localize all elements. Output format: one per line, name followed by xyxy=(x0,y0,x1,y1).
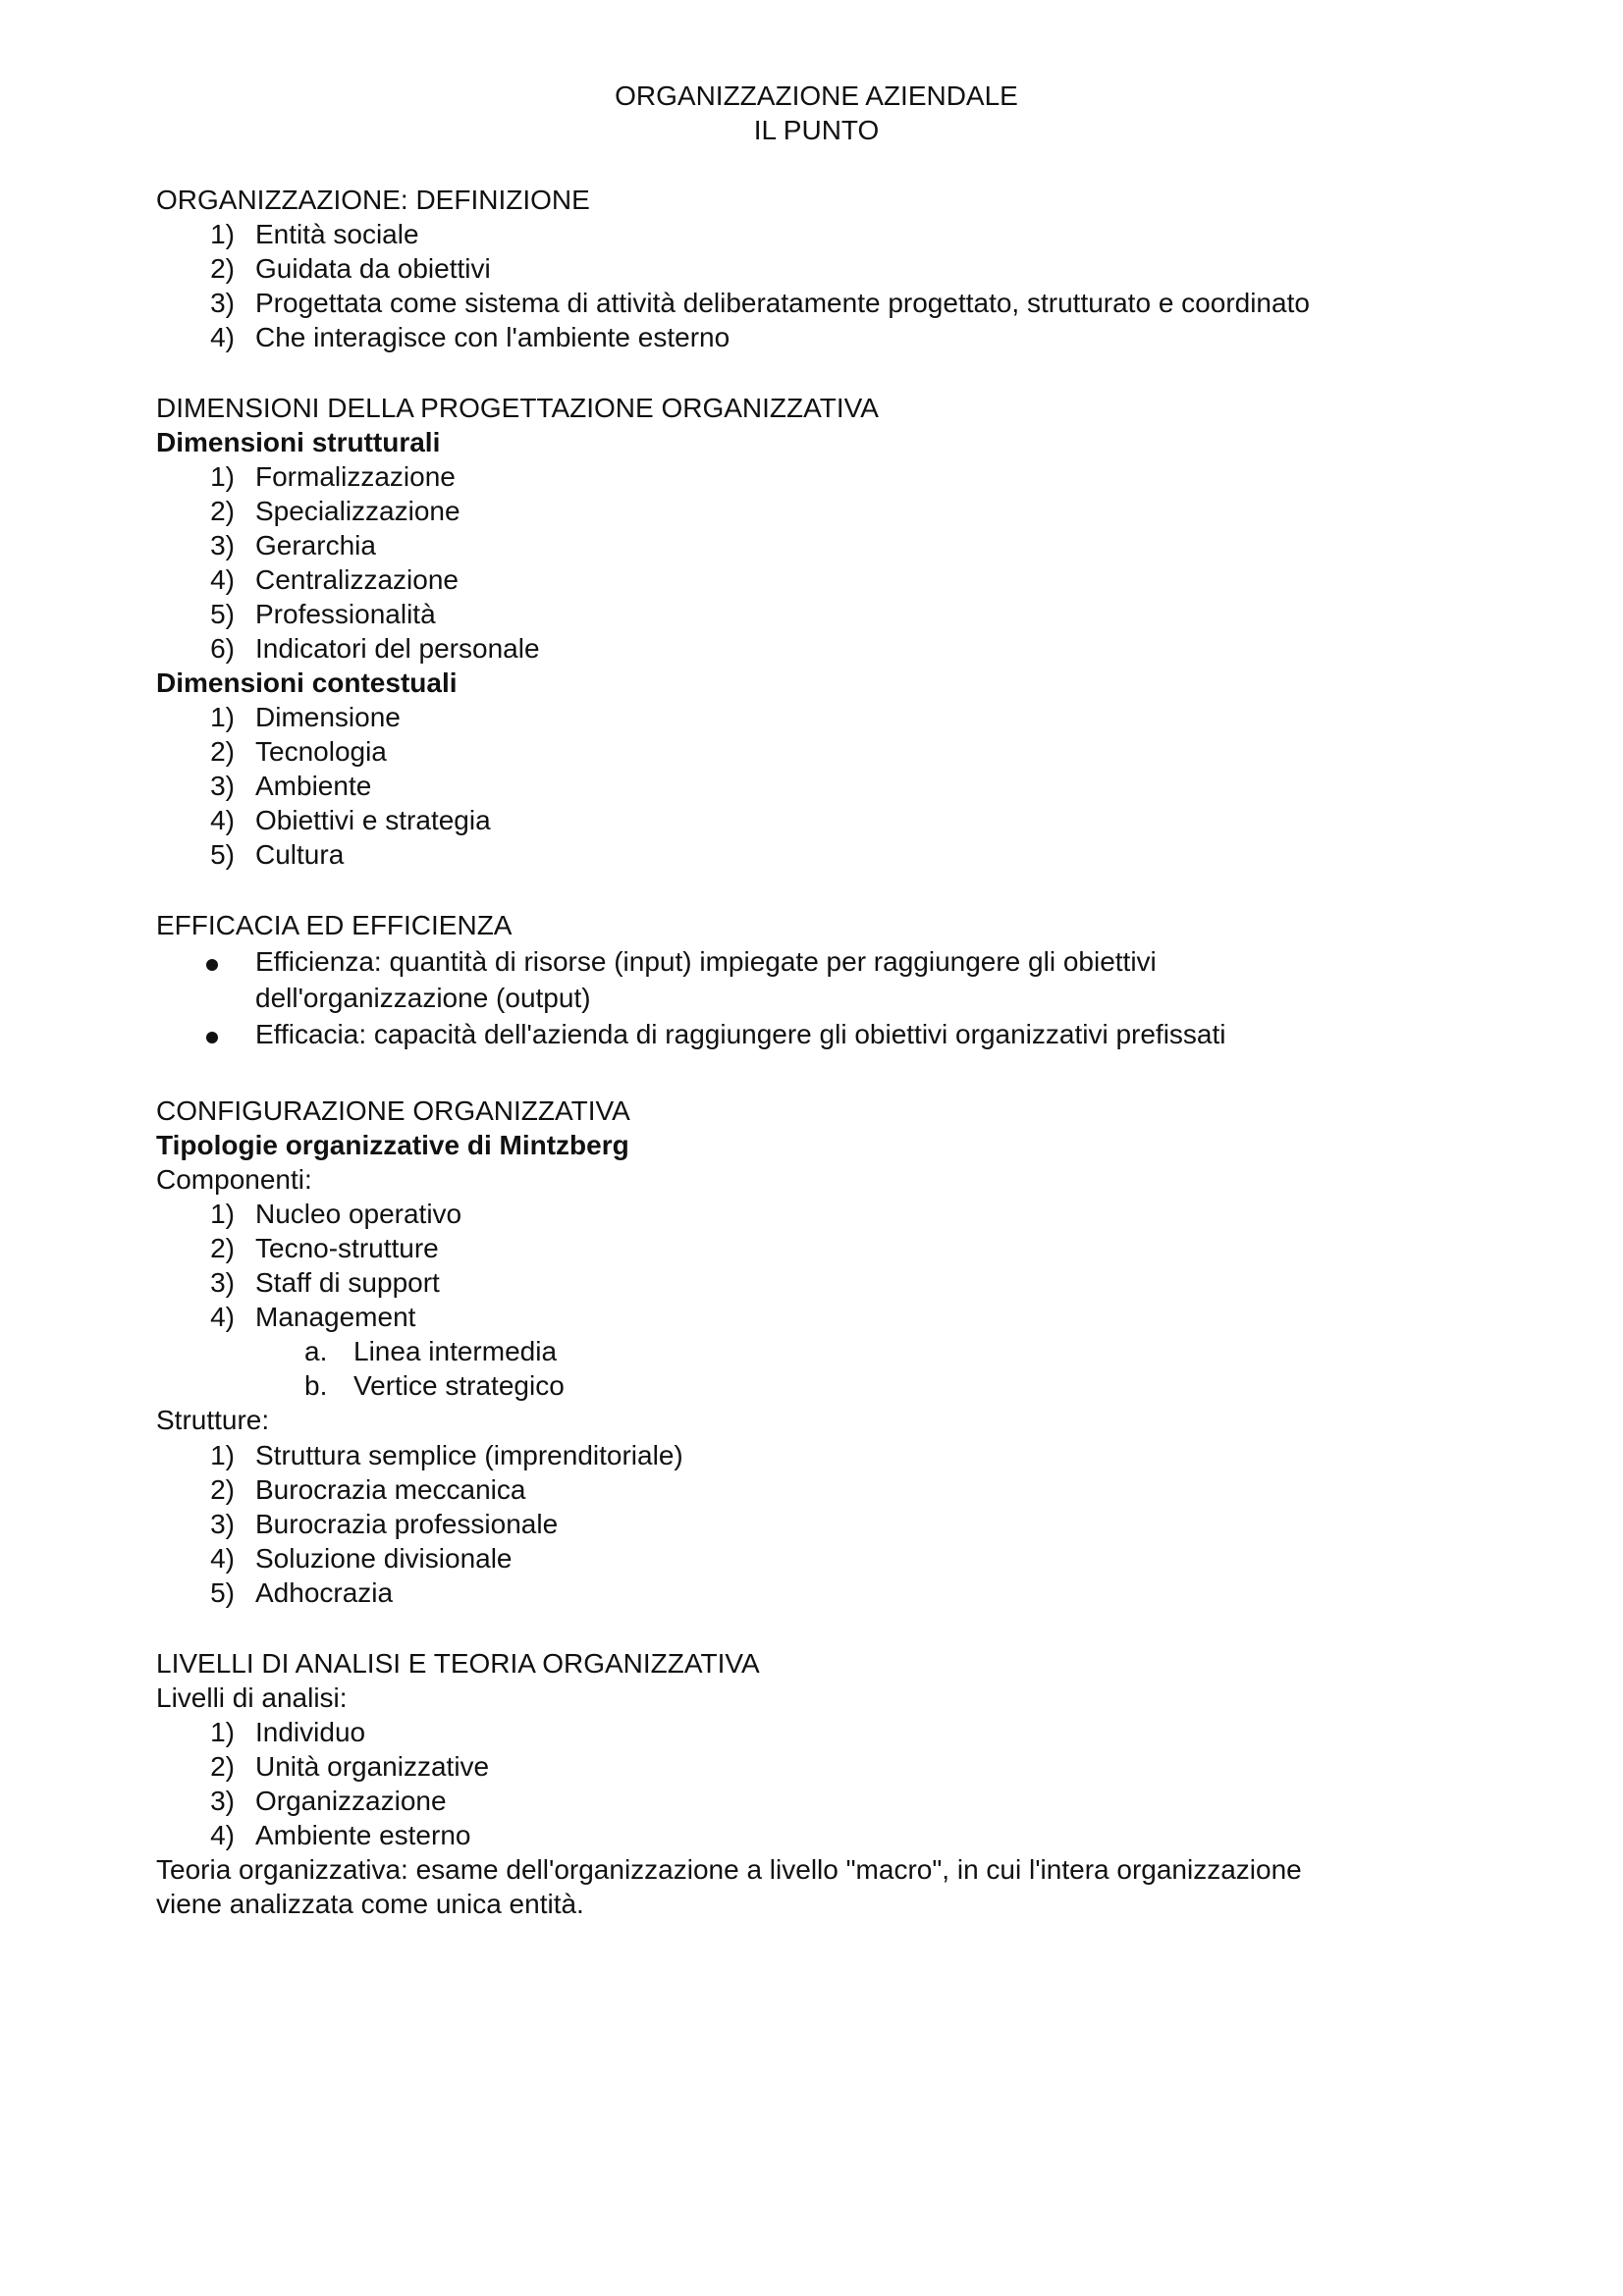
list-number: 1) xyxy=(210,219,235,249)
sublist-letter: a. xyxy=(304,1336,328,1366)
list-number: 2) xyxy=(210,1751,235,1782)
list-item: Gerarchia xyxy=(255,530,376,561)
section-heading-livelli: LIVELLI DI ANALISI E TEORIA ORGANIZZATIVA xyxy=(156,1648,760,1679)
paragraph-teoria-cont: viene analizzata come unica entità. xyxy=(156,1889,584,1919)
list-item: Ambiente xyxy=(255,771,372,801)
section-heading-definizione: ORGANIZZAZIONE: DEFINIZIONE xyxy=(156,185,590,215)
list-item: Burocrazia professionale xyxy=(255,1509,559,1539)
list-number: 5) xyxy=(210,599,235,629)
list-number: 2) xyxy=(210,736,235,767)
list-number: 2) xyxy=(210,496,235,526)
list-item: Obiettivi e strategia xyxy=(255,805,491,835)
list-item: Adhocrazia xyxy=(255,1577,394,1608)
sublist-item: Vertice strategico xyxy=(353,1370,565,1401)
list-item: Formalizzazione xyxy=(255,461,456,492)
section-heading-configurazione: CONFIGURAZIONE ORGANIZZATIVA xyxy=(156,1095,630,1126)
list-item: Specializzazione xyxy=(255,496,460,526)
list-number: 1) xyxy=(210,1440,235,1470)
list-number: 3) xyxy=(210,1267,235,1298)
bullet-text-efficacia: Efficacia: capacità dell'azienda di raggiungere gli obiettivi organizzativi prefissati xyxy=(255,1019,1226,1049)
list-number: 3) xyxy=(210,1509,235,1539)
list-number: 4) xyxy=(210,1820,235,1850)
list-number: 1) xyxy=(210,1717,235,1747)
list-item: Soluzione divisionale xyxy=(255,1543,513,1574)
list-number: 3) xyxy=(210,1786,235,1816)
list-item: Individuo xyxy=(255,1717,366,1747)
bullet-text-efficienza: Efficienza: quantità di risorse (input) impiegate per raggiungere gli obiettivi xyxy=(255,946,1157,977)
list-item: Management xyxy=(255,1302,416,1332)
list-number: 4) xyxy=(210,1302,235,1332)
subheading-strutturali: Dimensioni strutturali xyxy=(156,427,441,457)
list-item: Guidata da obiettivi xyxy=(255,253,491,284)
list-item: Organizzazione xyxy=(255,1786,447,1816)
list-number: 2) xyxy=(210,1233,235,1263)
list-item: Che interagisce con l'ambiente esterno xyxy=(255,322,730,352)
list-number: 3) xyxy=(210,771,235,801)
list-number: 3) xyxy=(210,288,235,318)
list-number: 2) xyxy=(210,253,235,284)
list-number: 1) xyxy=(210,461,235,492)
sublist-letter: b. xyxy=(304,1370,328,1401)
list-number: 6) xyxy=(210,633,235,664)
list-number: 4) xyxy=(210,322,235,352)
list-number: 4) xyxy=(210,805,235,835)
list-number: 3) xyxy=(210,530,235,561)
list-number: 2) xyxy=(210,1474,235,1505)
list-item: Ambiente esterno xyxy=(255,1820,471,1850)
bullet-icon xyxy=(206,1032,218,1043)
list-item: Professionalità xyxy=(255,599,436,629)
list-item: Progettata come sistema di attività deliberatamente progettato, strutturato e coordinato xyxy=(255,288,1310,318)
section-heading-dimensioni: DIMENSIONI DELLA PROGETTAZIONE ORGANIZZATIVA xyxy=(156,393,879,423)
label-componenti: Componenti: xyxy=(156,1164,312,1195)
list-number: 4) xyxy=(210,1543,235,1574)
subheading-mintzberg: Tipologie organizzative di Mintzberg xyxy=(156,1130,629,1160)
subheading-contestuali: Dimensioni contestuali xyxy=(156,667,458,698)
paragraph-teoria: Teoria organizzativa: esame dell'organizzazione a livello "macro", in cui l'intera organizzazione xyxy=(156,1854,1302,1885)
bullet-icon xyxy=(206,959,218,971)
list-item: Tecno-strutture xyxy=(255,1233,439,1263)
list-item: Tecnologia xyxy=(255,736,387,767)
list-number: 5) xyxy=(210,839,235,870)
sublist-item: Linea intermedia xyxy=(353,1336,558,1366)
document-title: ORGANIZZAZIONE AZIENDALE xyxy=(615,80,1018,111)
list-number: 5) xyxy=(210,1577,235,1608)
list-item: Entità sociale xyxy=(255,219,419,249)
list-item: Indicatori del personale xyxy=(255,633,540,664)
list-number: 1) xyxy=(210,1199,235,1229)
list-number: 4) xyxy=(210,564,235,595)
list-item: Unità organizzative xyxy=(255,1751,490,1782)
section-heading-efficacia: EFFICACIA ED EFFICIENZA xyxy=(156,910,513,940)
list-item: Staff di support xyxy=(255,1267,440,1298)
label-livelli: Livelli di analisi: xyxy=(156,1682,348,1713)
document-subtitle: IL PUNTO xyxy=(753,115,880,145)
list-number: 1) xyxy=(210,702,235,732)
list-item: Dimensione xyxy=(255,702,401,732)
list-item: Burocrazia meccanica xyxy=(255,1474,526,1505)
bullet-text-efficienza-cont: dell'organizzazione (output) xyxy=(255,983,591,1013)
list-item: Centralizzazione xyxy=(255,564,459,595)
list-item: Cultura xyxy=(255,839,345,870)
list-item: Nucleo operativo xyxy=(255,1199,462,1229)
list-item: Struttura semplice (imprenditoriale) xyxy=(255,1440,683,1470)
label-strutture: Strutture: xyxy=(156,1405,270,1435)
